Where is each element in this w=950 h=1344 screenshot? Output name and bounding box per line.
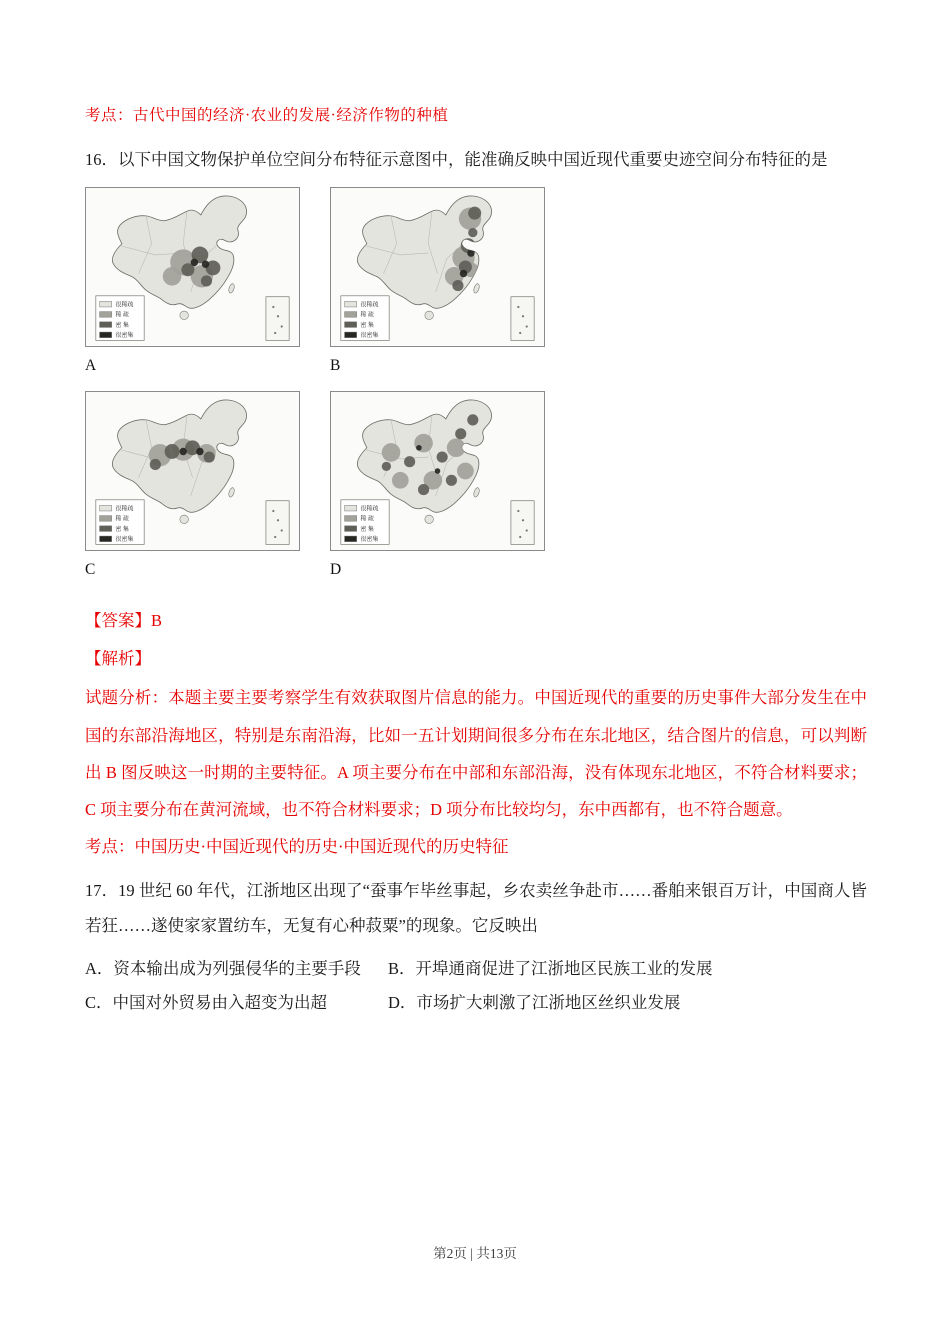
map-legend-label: 很稀疏 <box>360 302 379 309</box>
option-d: D．市场扩大刺激了江浙地区丝织业发展 <box>388 992 681 1012</box>
map-caption-B: B <box>330 357 341 375</box>
map-legend-label: 很密集 <box>360 537 379 544</box>
china-map-C <box>86 392 299 550</box>
south-china-sea-inset <box>511 501 534 545</box>
map-frame <box>330 187 545 347</box>
south-china-sea-inset <box>266 501 289 545</box>
map-legend-label: 很密集 <box>115 537 134 544</box>
map-legend-label: 密 集 <box>360 527 374 534</box>
taiwan-island <box>228 283 236 294</box>
map-figure-B <box>330 187 575 381</box>
question-17-stem: 17．19 世纪 60 年代，江浙地区出现了“蚕事乍毕丝事起，乡农卖丝争赴市……番舶来银百万计，中国商人皆若狂……遂使家家置纺车，无复有心种菽粟”的现象。它反映出 <box>85 881 867 936</box>
china-map-A <box>86 188 299 346</box>
taiwan-island <box>228 487 236 498</box>
map-legend-label: 稀 疏 <box>115 517 129 524</box>
map-caption-C: C <box>85 561 96 579</box>
page-content <box>85 103 867 1020</box>
map-figure-A <box>85 187 330 381</box>
map-legend-label: 很密集 <box>115 333 134 340</box>
option-b: B．开埠通商促进了江浙地区民族工业的发展 <box>388 958 713 978</box>
exam-point-line-q16: 考点：中国历史·中国近现代的历史·中国近现代的历史特征 <box>85 836 509 856</box>
exam-point-line-top: 考点：古代中国的经济·农业的发展·经济作物的种植 <box>85 107 449 124</box>
option-a: A．资本输出成为列强侵华的主要手段 <box>85 958 361 978</box>
explanation-label: 【解析】 <box>85 649 151 669</box>
map-legend-label: 密 集 <box>115 323 129 330</box>
map-legend-label: 密 集 <box>360 323 374 330</box>
map-figure-D <box>330 391 575 585</box>
map-legend-label: 很稀疏 <box>360 506 379 513</box>
china-map-B <box>331 188 544 346</box>
analysis-paragraph: 试题分析：本题主要主要考察学生有效获取图片信息的能力。中国近现代的重要的历史事件大部分发生在中国的东部沿海地区，特别是东南沿海，比如一五计划期间很多分布在东北地区，结合图片的信息，可以判断出 B 图反映这一时期的主要特征。A 项主要分布在中部和东部沿海，没有体现东北地区，不符合材料要求；C 项主要分布在黄河流域，也不符合材料要求；D 项分布比较均匀，东中西都有，也不符合题意。 <box>85 688 867 819</box>
south-china-sea-inset <box>511 297 534 341</box>
question-17-options-row-2 <box>85 986 867 1020</box>
map-legend-label: 很密集 <box>360 333 379 340</box>
option-c: C．中国对外贸易由入超变为出超 <box>85 992 328 1012</box>
question-16-map-figures <box>85 187 867 595</box>
map-legend-label: 很稀疏 <box>115 302 134 309</box>
taiwan-island <box>473 283 481 294</box>
map-legend-label: 稀 疏 <box>115 313 129 320</box>
map-caption-A: A <box>85 357 97 375</box>
answer-line: 【答案】B <box>85 611 163 631</box>
south-china-sea-inset <box>266 297 289 341</box>
map-legend-label: 很稀疏 <box>115 506 134 513</box>
hainan-island <box>180 515 189 524</box>
hainan-island <box>425 515 434 524</box>
map-legend-label: 稀 疏 <box>360 517 374 524</box>
map-caption-D: D <box>330 561 342 579</box>
taiwan-island <box>473 487 481 498</box>
map-figure-C <box>85 391 330 585</box>
map-frame <box>85 391 300 551</box>
map-legend-label: 密 集 <box>115 527 129 534</box>
page-number: 第2页 | 共13页 <box>433 1246 517 1261</box>
china-map-D <box>331 392 544 550</box>
hainan-island <box>425 311 434 320</box>
map-frame <box>85 187 300 347</box>
map-frame <box>330 391 545 551</box>
hainan-island <box>180 311 189 320</box>
map-legend-label: 稀 疏 <box>360 313 374 320</box>
question-17-options-row-1 <box>85 952 867 986</box>
question-16-stem: 16．以下中国文物保护单位空间分布特征示意图中，能准确反映中国近现代重要史迹空间分布特征的是 <box>85 150 828 169</box>
